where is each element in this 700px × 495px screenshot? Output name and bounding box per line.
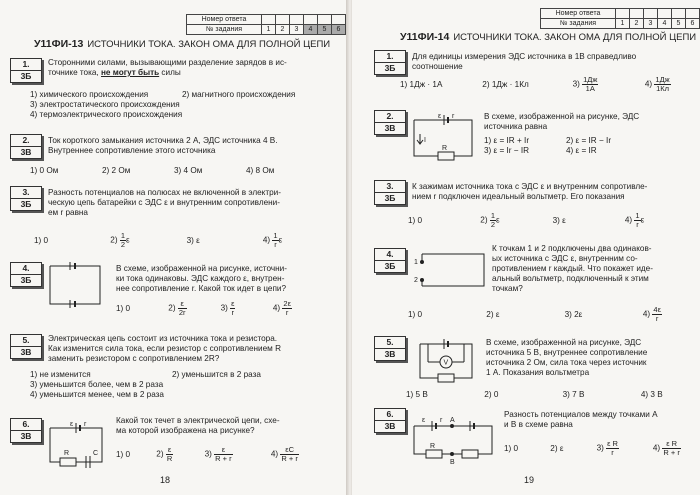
task-2-text: Ток короткого замыкания источника 2 А, ЭДС источника 4 В. Внутреннее сопротивление этого источника xyxy=(48,136,278,155)
task-1-text-right: Для единицы измерения ЭДС источника в 1В справедливо соотношение xyxy=(412,52,637,71)
svg-text:ε: ε xyxy=(70,421,74,428)
task-6-text: Какой ток течет в электрической цепи, схе- ма которой изображена на рисунке? xyxy=(116,416,280,435)
svg-text:2: 2 xyxy=(414,277,418,284)
task-4-circuit-right xyxy=(414,250,488,290)
svg-text:R: R xyxy=(442,145,448,152)
svg-text:ε: ε xyxy=(422,417,426,424)
task-4-options: 1) 0 2) $\frac{\varepsilon}{2r}$ 3) $\frac{\varepsilon}{r}$ 4) $\frac{2\varepsilon}{r}$ xyxy=(116,299,291,317)
task-4-text: В схеме, изображенной на рисунке, источни- ки тока одинаковы. ЭДС каждого ε, внутрен- нее сопротивление r. Какой ток идет в цепи? xyxy=(116,264,287,293)
page-number-right: 19 xyxy=(524,475,535,485)
task-6-circuit-right xyxy=(412,414,494,464)
task-1-badge: 1. 3Б xyxy=(10,58,42,83)
task-5-options: 1) не изменится 2) уменьшится в 2 раза 3) уменьшится более, чем в 2 раза 4) уменьшится менее, чем в 2 раза xyxy=(30,370,261,399)
task-2-circuit-right xyxy=(412,112,474,160)
worksheet-title-left: У11ФИ-13 ИСТОЧНИКИ ТОКА. ЗАКОН ОМА ДЛЯ ПОЛНОЙ ЦЕПИ xyxy=(34,38,331,50)
svg-text:r: r xyxy=(452,113,455,120)
task-1-options-right: 1) 1Дж · 1А 2) 1Дж · 1Кл 3) $\frac{1Дж}{1А}$ 4) $\frac{1Дж}{1Кл}$ xyxy=(400,75,670,93)
task-2-badge: 2. 3В xyxy=(10,134,42,159)
task-2-text-right: В схеме, изображенной на рисунке, ЭДС источника равна xyxy=(484,112,640,131)
task-2-options: 1) 0 Ом 2) 2 Ом 3) 4 Ом 4) 8 Ом xyxy=(30,166,275,175)
svg-text:B: B xyxy=(450,459,455,466)
task-5-badge: 5. 3В xyxy=(10,334,42,359)
task-3-badge-right: 3. 3Б xyxy=(374,180,406,205)
task-1-options: 1) химического происхождения 2) магнитного происхождения 3) электростатического происхождения 4) термоэлектрического происхождения xyxy=(30,90,296,119)
task-2-options-right: 1) ε = IR + Ir 2) ε = IR − Ir 3) ε = Ir − IR 4) ε = IR xyxy=(484,136,612,155)
task-5-options-right: 1) 5 В 2) 0 3) 7 В 4) 3 В xyxy=(406,390,663,399)
svg-text:r: r xyxy=(84,421,87,428)
svg-text:V: V xyxy=(443,359,449,367)
task-1-badge-right: 1. 3Б xyxy=(374,50,406,75)
svg-text:1: 1 xyxy=(414,259,418,266)
page-number-left: 18 xyxy=(160,475,171,485)
left-page xyxy=(0,0,348,495)
answer-table-left: Номер ответа № задания 1 2 3 4 5 6 xyxy=(186,14,346,35)
task-4-badge-right: 4. 3Б xyxy=(374,248,406,273)
task-4-options-right: 1) 0 2) ε 3) 2ε 4) $\frac{4\varepsilon}{r}$ xyxy=(408,305,661,323)
task-6-options-right: 1) 0 2) ε 3) $\frac{\text{ε R}}{r}$ 4) $\frac{\text{ε R}}{R + r}$ xyxy=(504,439,680,457)
svg-text:A: A xyxy=(450,417,455,424)
task-3-text-right: К зажимам источника тока с ЭДС ε и внутренним сопротивле- нием r подключен идеальный вольтметр. Его показания xyxy=(412,182,648,201)
svg-text:R: R xyxy=(64,450,70,457)
svg-text:R: R xyxy=(430,443,436,450)
task-1-text: Сторонними силами, вызывающими разделение зарядов в ис- точнике тока, не могут быть силы xyxy=(48,58,287,77)
task-3-badge: 3. 3Б xyxy=(10,186,42,211)
svg-text:C: C xyxy=(93,450,99,457)
task-4-circuit xyxy=(48,262,102,308)
worksheet-title-right: У11ФИ-14 ИСТОЧНИКИ ТОКА. ЗАКОН ОМА ДЛЯ ПОЛНОЙ ЦЕПИ xyxy=(400,31,697,43)
svg-text:ε: ε xyxy=(438,113,442,120)
svg-text:I: I xyxy=(424,137,426,144)
task-6-circuit xyxy=(48,422,104,468)
answer-table-right: Номер ответа № задания 1 2 3 4 5 6 xyxy=(540,8,700,29)
task-5-text-right: В схеме, изображенной на рисунке, ЭДС источника 5 В, внутреннее сопротивление источника 2 Ом, сила тока через источник 1 А. Показания вольтметра xyxy=(486,338,648,377)
task-6-badge-right: 6. 3В xyxy=(374,408,406,433)
svg-text:r: r xyxy=(440,417,443,424)
task-5-text: Электрическая цепь состоит из источника тока и резистора. Как изменится сила тока, если резистор с сопротивлением R заменить резистором с сопротивлением 2R? xyxy=(48,334,282,363)
task-3-text: Разность потенциалов на полюсах не включенной в электри- ческую цепь батарейки с ЭДС ε и внутренним сопротивлени- ем r равна xyxy=(48,188,281,217)
right-page xyxy=(352,0,700,495)
task-2-badge-right: 2. 3В xyxy=(374,110,406,135)
task-6-options: 1) 0 2) $\frac{\varepsilon}{R}$ 3) $\frac{\varepsilon}{R + r}$ 4) $\frac{\varepsilon C}{R + r}$ xyxy=(116,445,298,463)
task-5-badge-right: 5. 3В xyxy=(374,336,406,361)
task-6-badge: 6. 3В xyxy=(10,418,42,443)
task-5-circuit-right xyxy=(418,338,474,384)
task-3-options-right: 1) 0 2) $\frac{1}{2}$ ε 3) ε 4) $\frac{1}{r}$ ε xyxy=(408,211,645,229)
task-3-options: 1) 0 2) $\frac{1}{2}$ ε 3) ε 4) $\frac{1}{r}$ ε xyxy=(34,231,283,249)
task-6-text-right: Разность потенциалов между точками А и В в схеме равна xyxy=(504,410,658,429)
task-4-badge: 4. 3Б xyxy=(10,262,42,287)
task-4-text-right: К точкам 1 и 2 подключены два одинаков- ых источника с ЭДС ε, внутренним со- противлением r каждый. Что покажет иде- альный вольтметр, подключенный к этим точкам? xyxy=(492,244,653,293)
